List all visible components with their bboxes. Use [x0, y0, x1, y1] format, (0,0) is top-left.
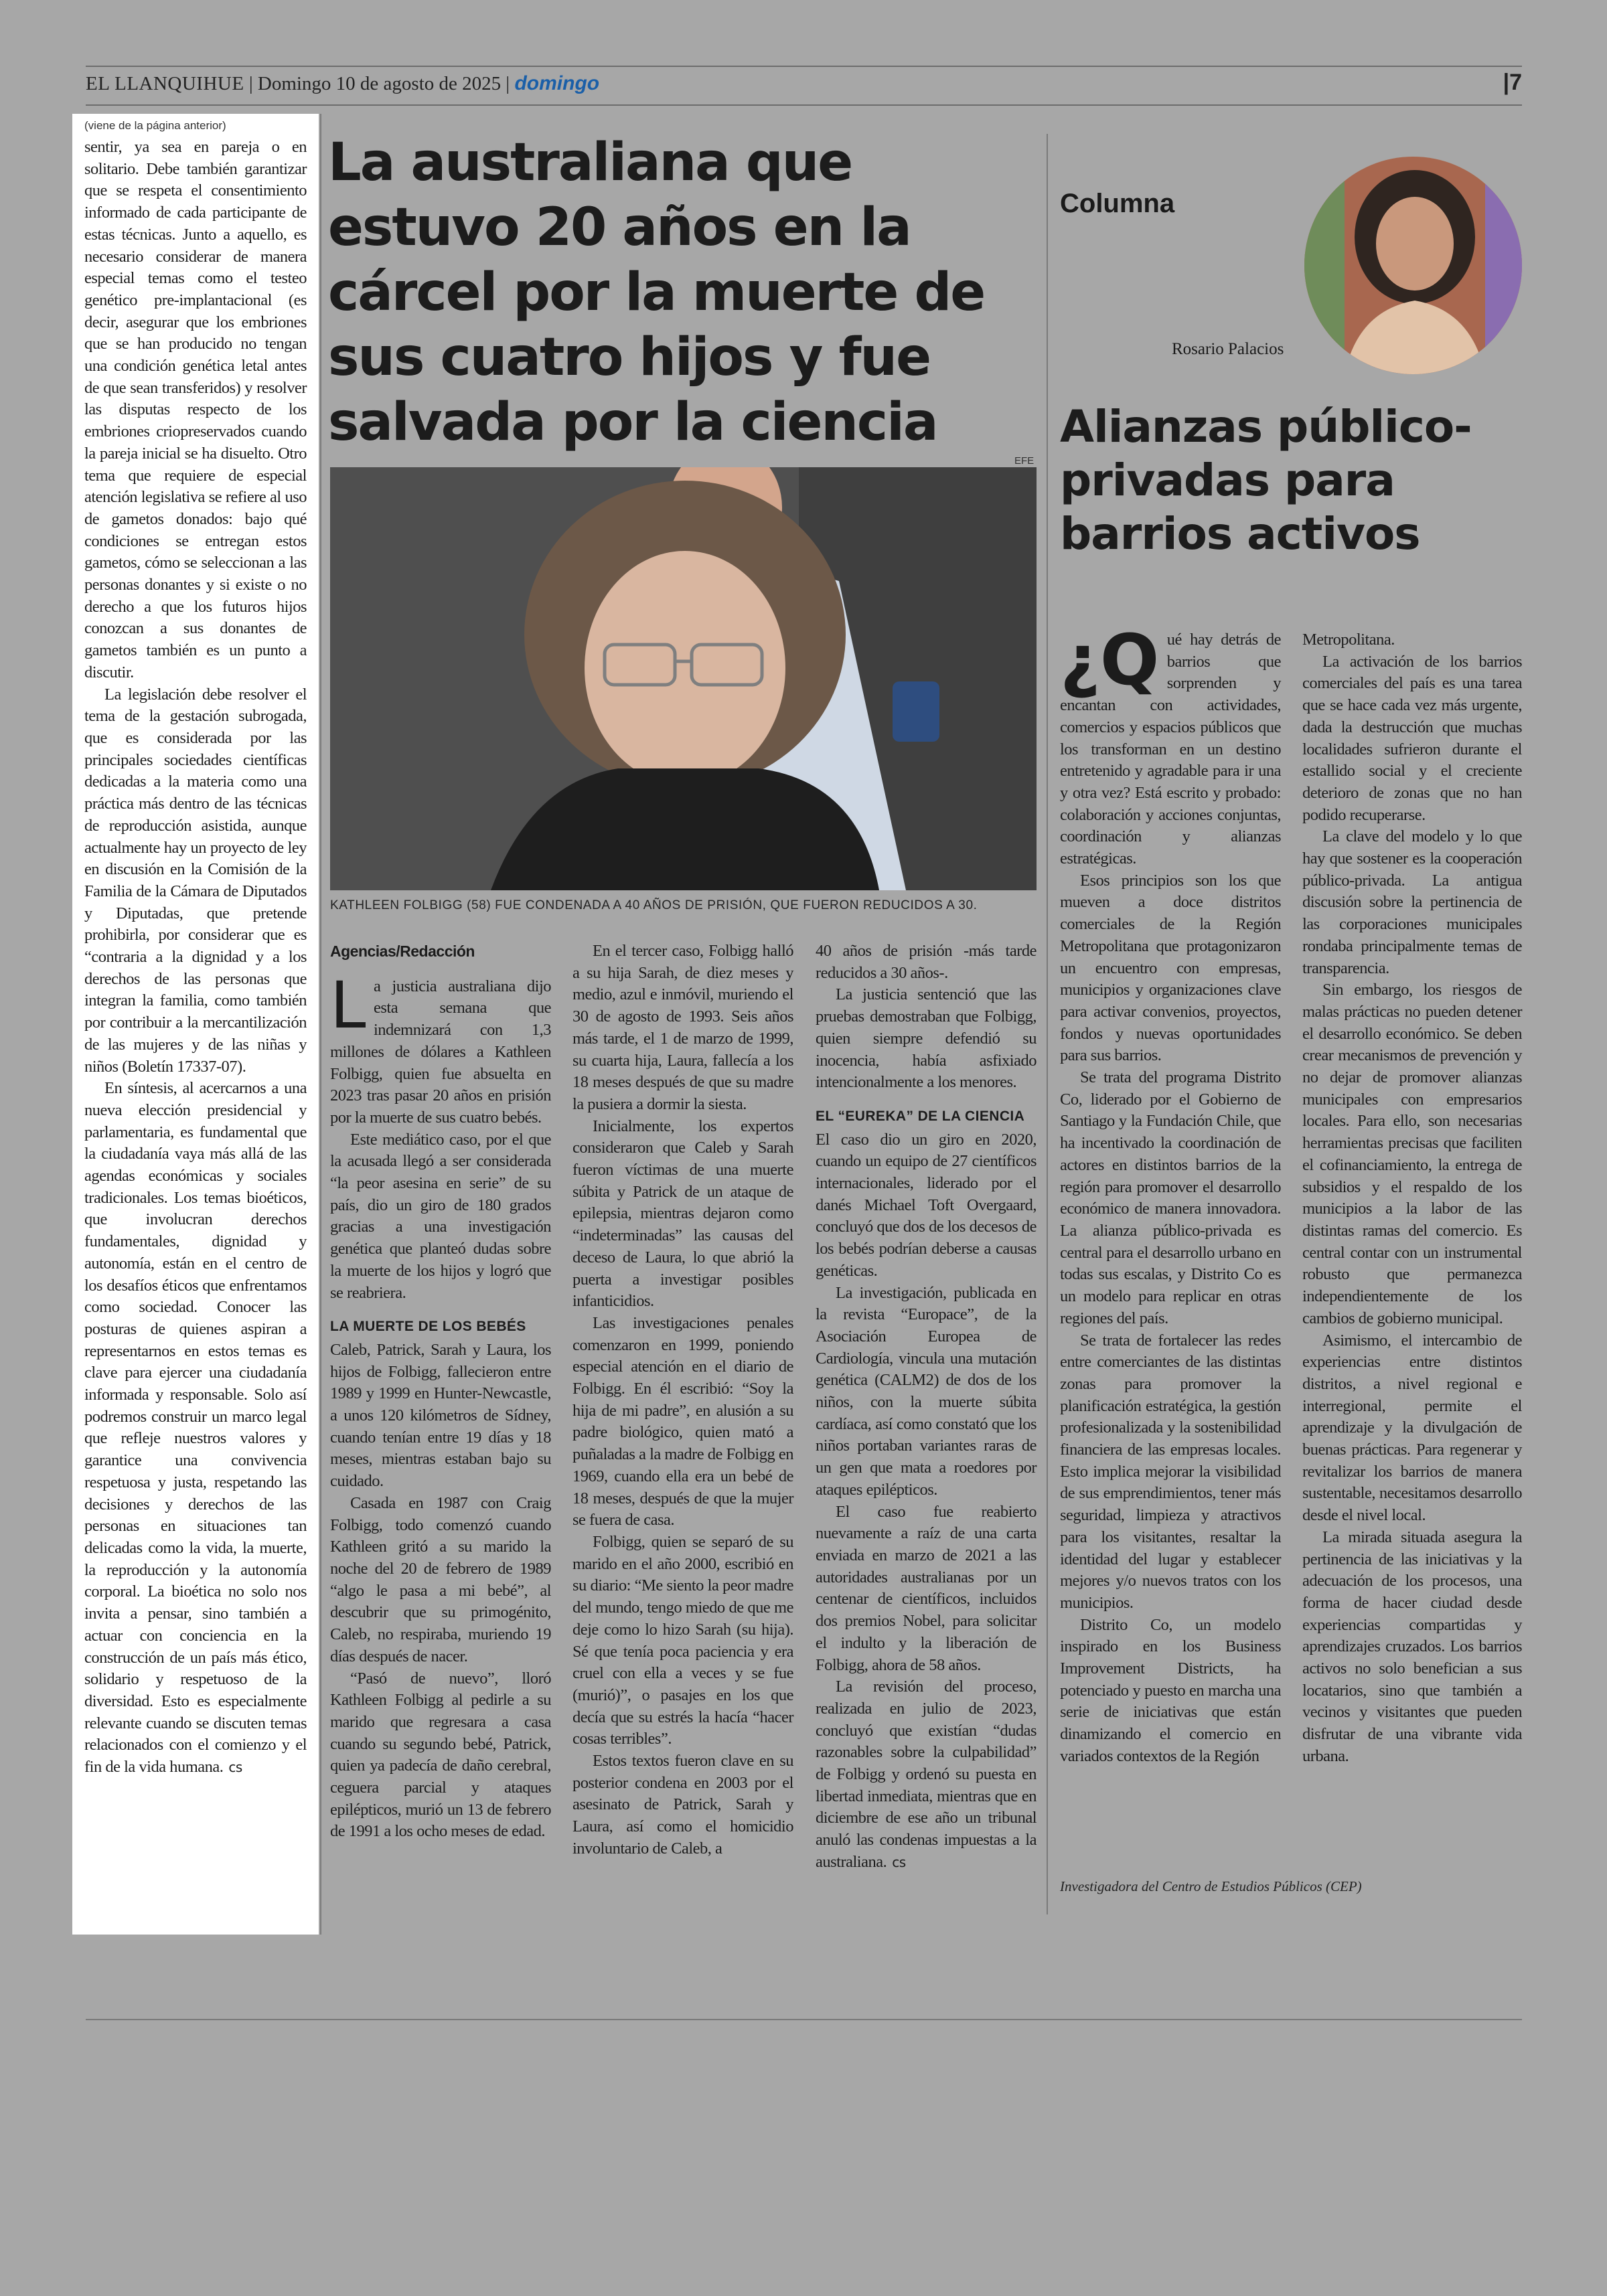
end-mark: cs — [892, 1854, 906, 1870]
column-title: Alianzas público-privadas para barrios activos — [1060, 401, 1472, 560]
newspaper-name: EL LLANQUIHUE — [86, 73, 244, 94]
paragraph: La legislación debe resolver el tema de la gestación subrogada, que es considerada por las principales sociedades científicas dedicadas a la materia como una práctica más dentro de las técnicas de reproducción asistida, aunque actualmente hay un proyecto de ley en discusión en la Comisión de la Familia de la Cámara de Diputados y Diputadas, que pretende prohibirla, por considerar que es “contraria a la dignidad y a los derechos de las personas que integran la familia, como también por contribuir a la mercantilización de las mujeres y de las niñas y niños (Boletín 17337-07). — [84, 685, 307, 1076]
paragraph: Distrito Co, un modelo inspirado en los Business Improvement Districts, ha potenciado y puesto en marcha una serie de iniciativas que están dinamizando el comercio en variados contextos de la Región — [1060, 1615, 1281, 1765]
avatar-photo — [1304, 157, 1522, 374]
paragraph: Se trata del programa Distrito Co, liderado por el Gobierno de Santiago y la Fundación Chile, que ha incentivado la coordinación de actores en distintos barrios de la región para promover el desarrollo económico de manera innovadora. La alianza público-privada es central para el desarrollo urbano en todas sus escalas, y Distrito Co es un modelo para replicar en otras regiones del país. — [1060, 1068, 1281, 1327]
continued-note: (viene de la página anterior) — [84, 119, 226, 132]
paragraph: En el tercer caso, Folbigg halló a su hija Sarah, de diez meses y medio, azul e inmóvil, muriendo el 30 de agosto de 1993. Seis años más tarde, el 1 de marzo de 1999, su cuarta hija, Laura, fallecía a los 18 meses después de que su madre la pusiera a dormir la siesta. — [572, 942, 793, 1113]
paragraph: Asimismo, el intercambio de experiencias entre distintos distritos, a nivel regional e interregional, permite el aprendizaje y la divulgación de buenas prácticas. Para regenerar y revitalizar los barrios de manera sustentable, necesitamos desarrollo desde el nivel local. — [1302, 1331, 1522, 1525]
story-column-3 — [816, 940, 1037, 1874]
paragraph: ¿Q ué hay detrás de barrios que sorprenden y encantan con actividades, comercios y espacios públicos que los transforman en un destino entretenido y agradable para ir una y otra vez? Está escrito y probado: colaboración y acciones conjuntas, coordinación y alianzas estratégicas. — [1060, 619, 1281, 868]
page-number: |7 — [1503, 70, 1522, 95]
column-divider — [320, 114, 321, 1935]
paragraph: Inicialmente, los expertos consideraron que Caleb y Sarah fueron víctimas de una muerte súbita y Patrick de un ataque de epilepsia, mientras dejaron como “indeterminadas” las causas del deceso de Laura, lo que abrió la puerta a investigar posibles infanticidios. — [572, 1117, 793, 1311]
end-mark: cs — [228, 1759, 242, 1776]
paragraph: Estos textos fueron clave en su posterior condena en 2003 por el asesinato de Patrick, Sarah y Laura, así como el homicidio involuntario de Caleb, a — [572, 1752, 793, 1858]
paragraph: Esos principios son los que mueven a doce distritos comerciales de la Región Metropolitana que protagonizaron un encuentro con empresas, municipios y organizaciones clave para activar convenios, proyectos, fondos y nuevas oportunidades para sus barrios. — [1060, 871, 1281, 1065]
story-subhead: EL “EUREKA” DE LA CIENCIA — [816, 1108, 1025, 1124]
story-column-1 — [330, 940, 551, 1843]
photo-caption: KATHLEEN FOLBIGG (58) FUE CONDENADA A 40 AÑOS DE PRISIÓN, QUE FUERON REDUCIDOS A 30. — [330, 898, 978, 912]
header-date: Domingo 10 de agosto de 2025 — [257, 73, 502, 94]
page-header — [86, 66, 1522, 106]
column-text-2 — [1302, 629, 1522, 1768]
paragraph: En síntesis, al acercarnos a una nueva elección presidencial y parlamentaria, es fundamental que la ciudadanía vaya más allá de las agendas económicas y sociales tradicionales. Los temas bioéticos, que involucran derechos fundamentales, dignidad y autonomía, están en el centro de los desafíos éticos que enfrentamos como sociedad. Conocer las posturas de quienes aspiran a representarnos en estos temas es clave para ejercer una ciudadanía informada y responsable. Solo así podremos construir un marco legal que refleje nuestros valores y garantice una convivencia respetuosa y justa, respetando las decisiones y derechos de las personas en situaciones tan delicadas como la vida, la muerte, la reproducción y la autonomía corporal. La bioética no solo nos invita a pensar, sino también a actuar con conciencia en la construcción de un país más ético, solidario y respetuoso de la diversidad. Esto es especialmente relevante cuando se discuten temas relacionados con el comienzo y el fin de la vida humana. cs — [84, 1079, 307, 1777]
paragraph: 40 años de prisión -más tarde reducidos a 30 años-. — [816, 942, 1037, 982]
header-bottom-rule — [86, 104, 1522, 106]
story-column-2 — [572, 940, 793, 1860]
drop-cap: ¿Q — [1060, 619, 1159, 701]
column-divider — [1047, 134, 1048, 1914]
story-photo — [330, 467, 1037, 890]
paragraph: Las investigaciones penales comenzaron en 1999, poniendo especial atención en el diario de Folbigg. En él escribió: “Soy la hija de mi padre”, en alusión a su padre biológico, quien mató a puñaladas a la madre de Folbigg en 1969, cuando ella era un bebé de 18 meses, después de que la mujer se fuera de casa. — [572, 1313, 793, 1530]
paragraph: La mirada situada asegura la pertinencia de las iniciativas y la adecuación de los procesos, una forma de hacer ciudad desde experiencias compartidas y aprendizajes cruzados. Los barrios activos no solo benefician a sus locatarios, sino que también a vecinos y visitantes que pueden disfrutar de una vibrante vida urbana. — [1302, 1528, 1522, 1765]
header-separator: | — [244, 73, 258, 94]
header-info — [86, 72, 599, 95]
paragraph: El caso fue reabierto nuevamente a raíz de una carta enviada en marzo de 2021 a las autoridades australianas por un centenar de científicos, incluidos dos premios Nobel, para solicitar el indulto y la liberación de Folbigg, ahora de 58 años. — [816, 1502, 1037, 1674]
header-top-rule — [86, 66, 1522, 67]
column-text-1 — [1060, 619, 1281, 1768]
paragraph: La activación de los barrios comerciales del país es una tarea que se hace cada vez más urgente, dada la destrucción que muchas localidades sufrieron durante el estallido social y el creciente deterioro de zonas que no han podido recuperarse. — [1302, 652, 1522, 824]
paragraph: La revisión del proceso, realizada en julio de 2023, concluyó que existían “dudas razonables sobre la culpabilidad” de Folbigg y ordenó su puesta en libertad inmediata, mientras que en diciembre de ese año un tribunal anuló las condenas impuestas a la australiana. cs — [816, 1677, 1037, 1871]
paragraph: El caso dio un giro en 2020, cuando un equipo de 27 científicos internacionales, liderado por el danés Michael Toft Overgaard, concluyó que dos de los decesos de los bebés podrían deberse a causas genéticas. — [816, 1130, 1037, 1280]
continued-article-body — [84, 137, 307, 1779]
drop-cap: L — [330, 967, 366, 1043]
paragraph: Folbigg, quien se separó de su marido en el año 2000, escribió en su diario: “Me siento la peor madre del mundo, tengo miedo de que me deje como lo hizo Sarah (su hija). Sé que tenía poca paciencia y era cruel con ella a veces y se fue (murió)”, o pasajes en los que decía que su estrés la hacía “hacer cosas terribles”. — [572, 1532, 793, 1748]
paragraph: La justicia australiana dijo esta semana que indemnizará con 1,3 millones de dólares a Kathleen Folbigg, quien fue absuelta en 2023 tras pasar 20 años en prisión por la muerte de sus cuatro bebés. — [330, 967, 551, 1127]
header-separator: | — [501, 73, 515, 94]
paragraph: Este mediático caso, por el que la acusada llegó a ser considerada “la peor asesina en serie” de su país, dio un giro de 180 grados gracias a una investigación genética que planteó dudas sobre la muerte de los hijos y logró que se reabriera. — [330, 1130, 551, 1302]
continued-article-column — [72, 114, 319, 1935]
bottom-rule — [86, 2019, 1522, 2020]
section-name: domingo — [514, 72, 600, 94]
paragraph: Caleb, Patrick, Sarah y Laura, los hijos de Folbigg, fallecieron entre 1989 y 1999 en Hunter-Newcastle, a unos 120 kilómetros de Sídney, cuando tenían entre 19 días y 18 meses, mientras estaban bajo su cuidado. — [330, 1340, 551, 1491]
story-subhead: LA MUERTE DE LOS BEBÉS — [330, 1319, 526, 1335]
paragraph: sentir, ya sea en pareja o en solitario. Debe también garantizar que se respeta el consentimiento informado de cada participante de estas técnicas. Junto a aquello, es necesario considerar de manera especial temas como el testeo genético pre-implantacional (es decir, asegurar que los embriones que se han producido no tengan una condición genética letal antes de que sean transferidos) y resolver las disputas respecto de los embriones criopreservados cuando la pareja inicial se ha disuelto. Otro tema que requiere de especial atención legislativa se refiere al uso de gametos donados: bajo qué condiciones se entregan estos gametos, cómo se seleccionan a las personas donantes y si existe o no derecho a que los futuros hijos conozcan a sus donantes de gametos también es un punto a discutir. — [84, 138, 307, 681]
paragraph: Sin embargo, los riesgos de malas prácticas no pueden detener el desarrollo económico. Se deben crear mecanismos de prevención y no dejar de promover alianzas municipales con empresarios locales. Para ello, son necesarias herramientas precisas que faciliten el cofinanciamiento, la entrega de subsidios y el respaldo de los municipios a la labor de las distintas ramas del comercio. Es central contar con un instrumental robusto que permanezca independientemente de los cambios de gobierno municipal. — [1302, 981, 1522, 1327]
paragraph: Casada en 1987 con Craig Folbigg, todo comenzó cuando Kathleen gritó a su marido la noche del 20 de febrero de 1989 “algo le pasa a mi bebé”, al descubrir que su primogénito, Caleb, no respiraba, muriendo 19 días después de nacer. — [330, 1493, 551, 1665]
photo-credit: EFE — [1014, 455, 1035, 467]
story-headline: La australiana que estuvo 20 años en la cárcel por la muerte de sus cuatro hijos y fue salvada por la ciencia — [328, 133, 985, 453]
author-signature: Investigadora del Centro de Estudios Públicos (CEP) — [1060, 1878, 1362, 1894]
byline: Agencias/Redacción — [330, 942, 475, 960]
paragraph: Metropolitana. — [1302, 631, 1395, 649]
column-author: Rosario Palacios — [1172, 340, 1284, 358]
paragraph: La investigación, publicada en la revista “Europace”, de la Asociación Europea de Cardiología, vincula una mutación genética (CALM2) de dos de los niños, con la muerte súbita cardíaca, así como constató que los niños portaban variantes raras de un gen que mata a roedores por ataques epilépticos. — [816, 1283, 1037, 1499]
photo-illustration — [330, 467, 1037, 890]
column-label: Columna — [1060, 189, 1175, 218]
paragraph: La clave del modelo y lo que hay que sostener es la cooperación público-privada. La antigua discusión sobre la pertinencia de las corporaciones municipales rondaba principalmente temas de transparencia. — [1302, 827, 1522, 977]
paragraph: Se trata de fortalecer las redes entre comerciantes de las distintas zonas para promover la planificación estratégica, la gestión profesionalizada y la sostenibilidad financiera de las empresas locales. Esto implica mejorar la visibilidad de sus emprendimientos, tener más seguridad, limpieza y atractivos para los visitantes, resaltar la identidad del lugar y establecer mejores y/o nuevos tratos con los municipios. — [1060, 1331, 1281, 1612]
paragraph: La justicia sentenció que las pruebas demostraban que Folbigg, quien siempre defendió su inocencia, había asfixiado intencionalmente a los menores. — [816, 985, 1037, 1092]
paragraph: “Pasó de nuevo”, lloró Kathleen Folbigg al pedirle a su marido que regresara a casa cuando su segundo bebé, Patrick, quien ya padecía de daño cerebral, ceguera parcial y ataques epilépticos, murió un 13 de febrero de 1991 a los ocho meses de edad. — [330, 1669, 551, 1841]
author-avatar — [1304, 157, 1522, 374]
